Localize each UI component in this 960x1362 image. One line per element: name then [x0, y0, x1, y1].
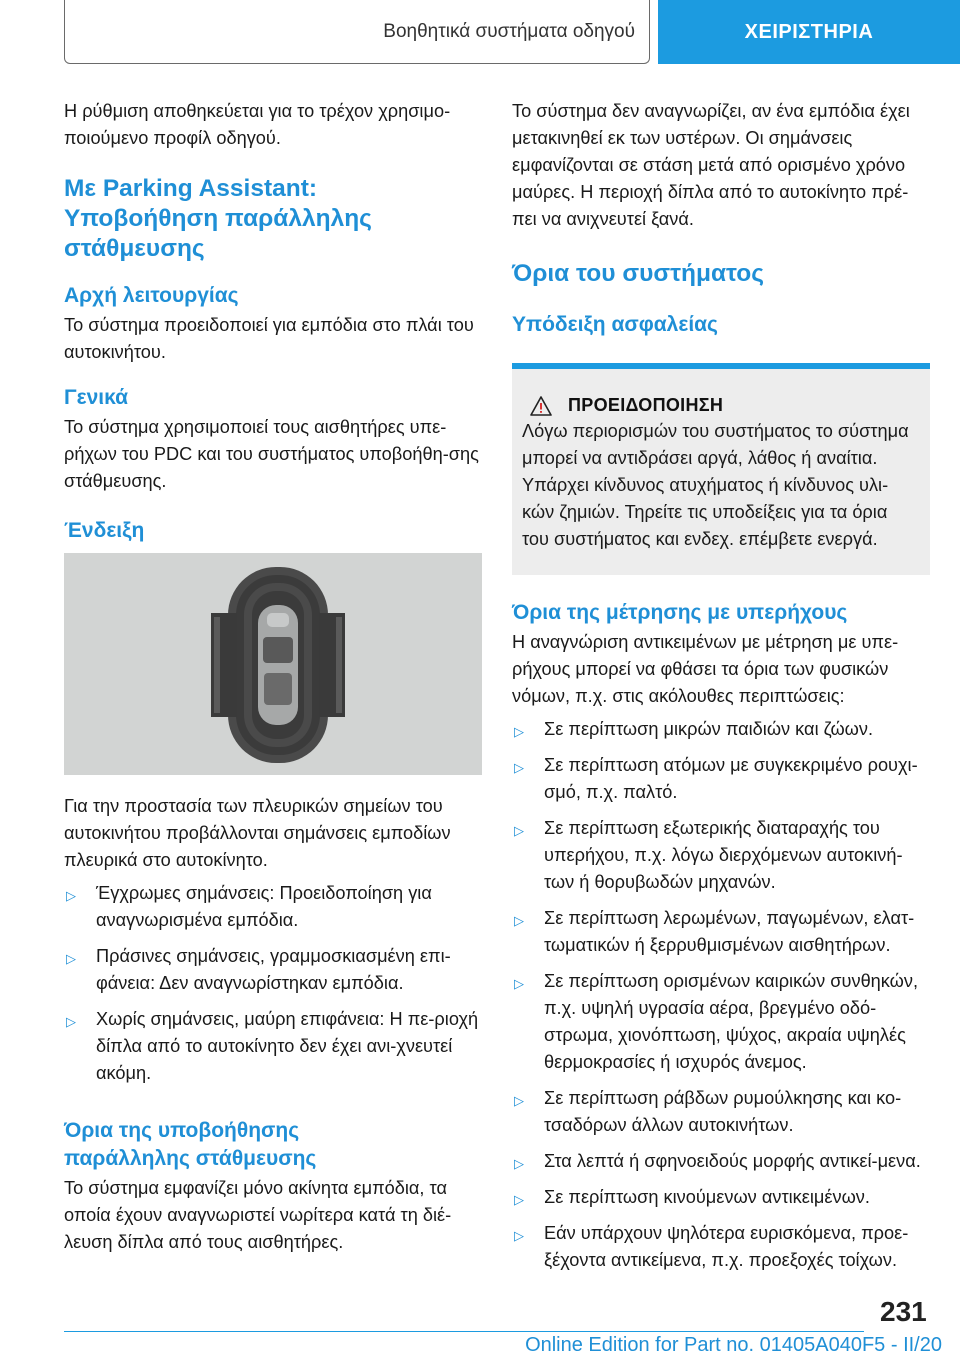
heading-principle: Αρχή λειτουργίας	[64, 284, 239, 307]
triangle-bullet-icon: ▷	[514, 1156, 524, 1171]
footer-edition: Online Edition for Part no. 01405A040F5 - II/20	[525, 1334, 942, 1356]
right-column	[512, 98, 930, 1283]
list-item: ▷ Σε περίπτωση κινούμενων αντικειμένων.	[512, 1184, 930, 1211]
header-section-title: Βοηθητικά συστήματα οδηγού	[383, 20, 635, 42]
warning-title: ΠΡΟΕΙΔΟΠΟΙΗΣΗ	[520, 395, 916, 416]
main-heading	[64, 174, 482, 264]
heading-safety: Υπόδειξη ασφαλείας	[512, 313, 718, 336]
footer-divider	[64, 1331, 864, 1332]
triangle-bullet-icon: ▷	[514, 976, 524, 991]
triangle-bullet-icon: ▷	[514, 823, 524, 838]
list-item: ▷ Εάν υπάρχουν ψηλότερα ευρισκόμενα, προε-ξέχοντα αντικείμενα, π.χ. προεξοχές τοίχων.	[514, 1223, 909, 1270]
principle-paragraph: Το σύστημα προειδοποιεί για εμπόδια στο πλάι του αυτοκινήτου.	[64, 315, 474, 362]
triangle-bullet-icon: ▷	[514, 1192, 524, 1207]
warning-triangle-icon	[530, 396, 552, 416]
heading-general: Γενικά	[64, 386, 129, 409]
list-item: ▷ Σε περίπτωση ατόμων με συγκεκριμένο ρουχι-σμό, π.χ. παλτό.	[514, 755, 918, 802]
display-bullet-list	[64, 880, 482, 1087]
ultrasonic-bullet-list	[512, 716, 930, 1274]
list-item: ▷ Σε περίπτωση ορισμένων καιρικών συνθηκών, π.χ. υψηλή υγρασία αέρα, βρεγμένο οδό-στρωμα, χιονόπτωση, ψύχος, ακραία υψηλές θερμοκρασίες ή ισχυρός άνεμος.	[514, 971, 919, 1072]
intro-paragraph: Η ρύθμιση αποθηκεύεται για το τρέχον χρησιμο-ποιούμενο προφίλ οδηγού.	[64, 101, 451, 148]
warning-text: Λόγω περιορισμών του συστήματος το σύστημα μπορεί να αντιδράσει αργά, λάθος ή αναίτια. Υπάρχει κίνδυνος ατυχήματος ή κίνδυνος υλι-κών ζημιών. Τηρείτε τις υποδείξεις για τα όρια του συστήματος και ενδεχ. επέμβετε ενεργά.	[522, 421, 909, 549]
list-item: ▷ Σε περίπτωση μικρών παιδιών και ζώων.	[512, 716, 930, 743]
heading-ultrasonic-limits: Όρια της μέτρησης με υπερήχους	[512, 601, 848, 624]
triangle-bullet-icon: ▷	[514, 760, 524, 775]
heading-limits: Όρια της υποβοήθησης παράλληλης στάθμευσης	[64, 1119, 317, 1170]
parking-assistant-figure	[64, 553, 482, 775]
header-chapter-title: ΧΕΙΡΙΣΤΗΡΙΑ	[744, 20, 874, 43]
list-item: ▷ Πράσινες σημάνσεις, γραμμοσκιασμένη επι-φάνεια: Δεν αναγνωρίστηκαν εμπόδια.	[66, 946, 451, 993]
header-section-tab	[64, 0, 650, 64]
list-item: ▷ Σε περίπτωση ράβδων ρυμούλκησης και κο-τσαδόρων άλλων αυτοκινήτων.	[514, 1088, 902, 1135]
triangle-bullet-icon: ▷	[66, 951, 76, 966]
main-heading-line2: Υποβοήθηση παράλληλης	[64, 205, 372, 232]
list-item: ▷ Χωρίς σημάνσεις, μαύρη επιφάνεια: Η πε-ριοχή δίπλα από το αυτοκίνητο δεν έχει ανι-χνευτεί ακόμη.	[66, 1009, 479, 1083]
display-paragraph: Για την προστασία των πλευρικών σημείων του αυτοκινήτου προβάλλονται σημάνσεις εμποδίων πλευρικά στο αυτοκίνητο.	[64, 796, 451, 870]
limits-paragraph: Το σύστημα εμφανίζει μόνο ακίνητα εμπόδια, τα οποία έχουν αναγνωριστεί νωρίτερα κατά τη διέ-λευση δίπλα από τους αισθητήρες.	[64, 1178, 452, 1252]
list-item: ▷ Σε περίπτωση λερωμένων, παγωμένων, ελατ-τωματικών ή ξερρυθμισμένων αισθητήρων.	[514, 908, 915, 955]
triangle-bullet-icon: ▷	[514, 1228, 524, 1243]
triangle-bullet-icon: ▷	[514, 1093, 524, 1108]
general-paragraph: Το σύστημα χρησιμοποιεί τους αισθητήρες υπε-ρήχων του PDC και του συστήματος υποβοήθη-σης στάθμευσης.	[64, 417, 479, 491]
main-heading-line3: στάθμευσης	[64, 235, 205, 262]
ultrasonic-paragraph: Η αναγνώριση αντικειμένων με μέτρηση με υπε-ρήχους μπορεί να φθάσει τα όρια των φυσικών νόμων, π.χ. στις ακόλουθες περιπτώσεις:	[512, 632, 899, 706]
triangle-bullet-icon: ▷	[66, 888, 76, 903]
left-column	[64, 98, 482, 1256]
main-heading-line1: Με Parking Assistant:	[64, 175, 318, 202]
list-item: ▷ Έγχρωμες σημάνσεις: Προειδοποίηση για αναγνωρισμένα εμπόδια.	[66, 883, 432, 930]
list-item: ▷ Σε περίπτωση εξωτερικής διαταραχής του υπερήχου, π.χ. λόγω διερχόμενων αυτοκινή-των ή θορυβωδών μηχανών.	[514, 818, 903, 892]
page-number: 231	[880, 1296, 927, 1327]
triangle-bullet-icon: ▷	[66, 1014, 76, 1029]
warning-box	[512, 363, 930, 575]
moving-obstacles-paragraph: Το σύστημα δεν αναγνωρίζει, αν ένα εμπόδια έχει μετακινηθεί εκ των υστέρων. Οι σημάνσεις εμφανίζονται σε στάση μετά από ορισμένο χρόνο μαύρες. Η περιοχή δίπλα από το αυτοκίνητο πρέ-πει να ανιχνευτεί ξανά.	[512, 101, 910, 229]
triangle-bullet-icon: ▷	[514, 913, 524, 928]
triangle-bullet-icon: ▷	[514, 724, 524, 739]
car-top-view-illustration	[64, 553, 482, 775]
header-chapter-tab	[658, 0, 960, 64]
heading-display: Ένδειξη	[64, 519, 145, 542]
list-item: ▷ Στα λεπτά ή σφηνοειδούς μορφής αντικεί-μενα.	[512, 1148, 930, 1175]
heading-system-limits: Όρια του συστήματος	[512, 260, 765, 287]
